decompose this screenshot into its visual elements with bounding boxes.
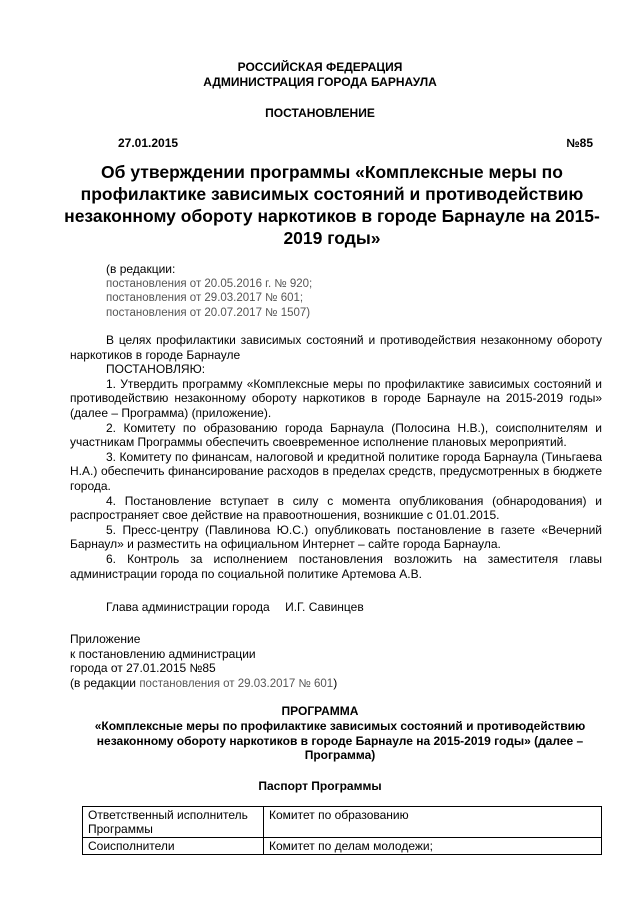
document-title: Об утверждении программы «Комплексные меры по профилактике зависимых состояний и противодействию незаконному обороту наркотиков в городе Барнауле на 2015-2019 годы» — [64, 162, 600, 248]
appendix-block — [70, 632, 337, 691]
appendix-edition — [70, 676, 337, 692]
edition-intro: (в редакции: — [106, 262, 176, 276]
resolution-item: 5. Пресс-центру (Павлинова Ю.С.) опубликовать постановление в газете «Вечерний Барнаул» и разместить на официальном Интернет – сайте города Барнаула. — [70, 522, 602, 552]
preamble-paragraph: В целях профилактики зависимых состояний и противодействия незаконному обороту наркотиков в городе Барнауле — [70, 333, 602, 362]
resolution-item: 3. Комитету по финансам, налоговой и кредитной политике города Барнаула (Тиньгаева Н.А.) обеспечить финансирование расходов в пределах средств, предусмотренных в бюджете города. — [70, 449, 602, 493]
table-cell-label: Соисполнители — [83, 838, 264, 855]
table-row — [83, 807, 602, 838]
header-country: РОССИЙСКАЯ ФЕДЕРАЦИЯ — [237, 60, 403, 74]
resolution-item: 1. Утвердить программу «Комплексные меры по профилактике зависимых состояний и противодействию незаконному обороту наркотиков в городе Барнауле на 2015-2019 годы» (далее – Программа) (приложение). — [70, 376, 602, 420]
document-date: 27.01.2015 — [118, 136, 179, 150]
table-cell-value: Комитет по образованию — [264, 807, 602, 838]
signature-name: И.Г. Савинцев — [285, 600, 364, 614]
program-heading: ПРОГРАММА — [281, 704, 359, 718]
program-name: «Комплексные меры по профилактике зависимых состояний и противодействию незаконному обороту наркотиков в городе Барнауле на 2015-2019 годы» (далее – Программа) — [94, 719, 586, 763]
passport-heading: Паспорт Программы — [258, 779, 382, 793]
appendix-edition-prefix: (в редакции — [70, 675, 140, 690]
edition-link[interactable]: постановления от 20.05.2016 г. № 920; — [106, 277, 313, 290]
document-body — [70, 333, 602, 581]
document-type: ПОСТАНОВЛЕНИЕ — [265, 106, 375, 120]
table-cell-value: Комитет по делам молодежи; — [264, 838, 602, 855]
signature-position: Глава администрации города — [106, 600, 270, 614]
appendix-edition-suffix: ) — [333, 675, 338, 690]
appendix-ref: к постановлению администрации — [70, 646, 256, 661]
resolution-item: 4. Постановление вступает в силу с момента опубликования (обнародования) и распространяет свое действие на правоотношения, возникшие с 01.01.2015. — [70, 493, 602, 523]
resolve-heading: ПОСТАНОВЛЯЮ: — [106, 362, 206, 377]
edition-link[interactable]: постановления от 29.03.2017 № 601; — [106, 292, 304, 304]
resolution-item: 2. Комитету по образованию города Барнаула (Полосина Н.В.), соисполнителям и участникам Программы обеспечить своевременное исполнение плановых мероприятий. — [70, 420, 602, 450]
passport-table — [82, 806, 602, 855]
edition-link[interactable]: постановления от 20.07.2017 № 1507) — [106, 306, 311, 319]
edition-block — [106, 262, 312, 320]
signature-line — [106, 600, 364, 614]
resolution-item: 6. Контроль за исполнением постановления возложить на заместителя главы администрации города по социальной политике Артемова А.В. — [70, 551, 602, 581]
table-cell-label: Ответственный исполнитель Программы — [83, 807, 264, 838]
table-row — [83, 838, 602, 855]
appendix-label: Приложение — [70, 632, 141, 646]
appendix-date: города от 27.01.2015 №85 — [70, 661, 216, 676]
document-number: №85 — [566, 136, 593, 150]
appendix-edition-link[interactable]: постановления от 29.03.2017 № 601 — [139, 677, 334, 690]
header-administration: АДМИНИСТРАЦИЯ ГОРОДА БАРНАУЛА — [203, 75, 437, 89]
